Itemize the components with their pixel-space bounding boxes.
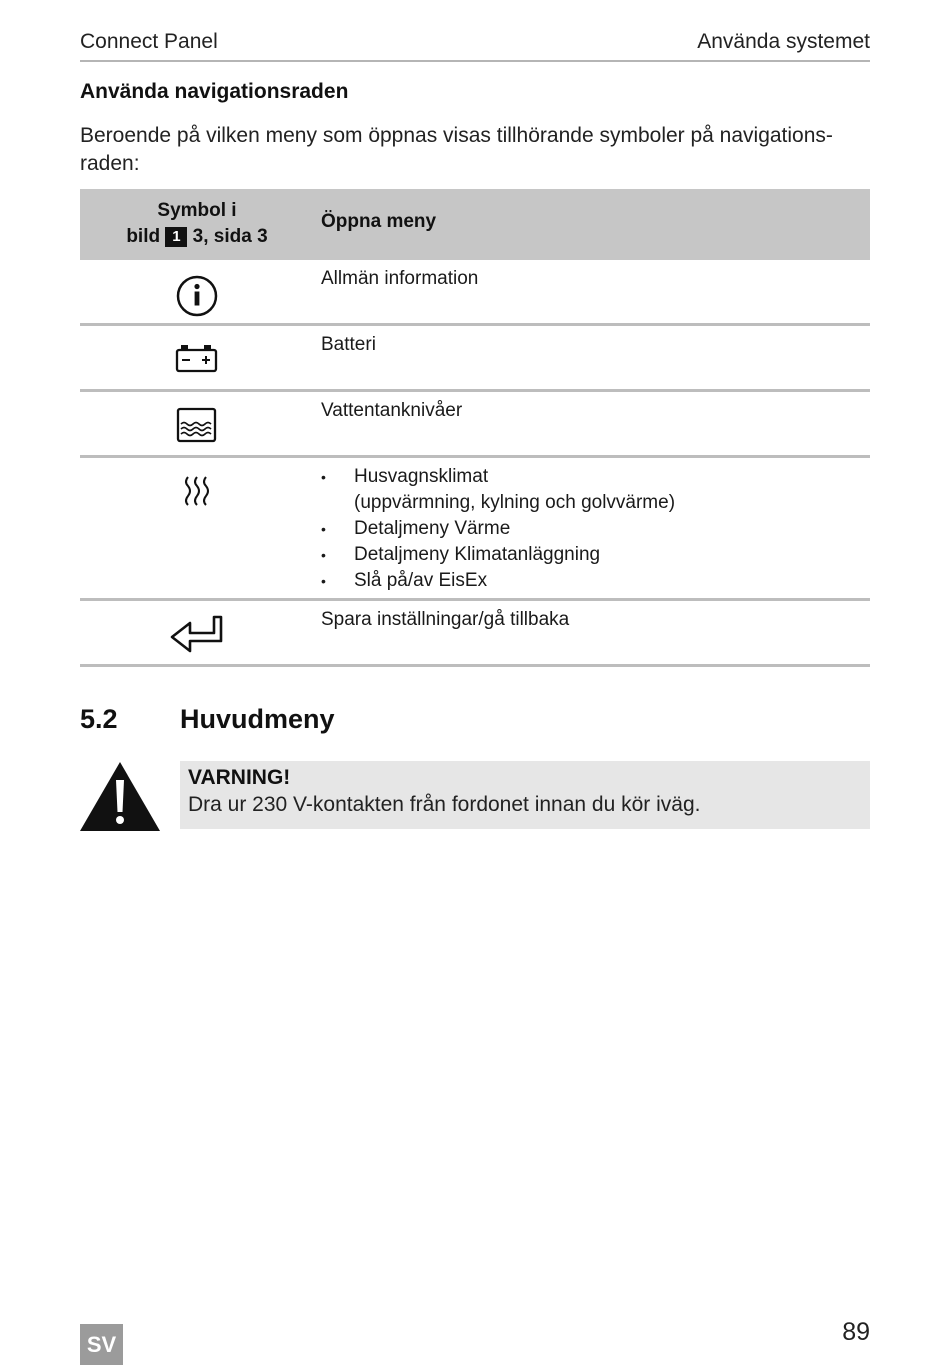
menu-bullet-list-cell: [321, 464, 675, 594]
symbol-cell: [80, 392, 314, 455]
battery-icon: [175, 343, 219, 375]
list-item: [321, 542, 675, 568]
symbol-cell: [80, 601, 314, 664]
page-header: [80, 30, 870, 62]
menu-label: Allmän information: [321, 268, 479, 289]
table-row: [80, 601, 870, 667]
warning-title: VARNING!: [188, 766, 291, 789]
water-tank-icon: [175, 406, 219, 444]
header-chapter-name: Använda systemet: [697, 30, 870, 53]
figure-number-badge: 1: [165, 227, 187, 247]
column-header-symbol: [80, 198, 314, 250]
menu-label: Spara inställningar/gå tillbaka: [321, 609, 570, 630]
table-row: [80, 458, 870, 601]
intro-paragraph: Beroende på vilken meny som öppnas visas tillhörande symboler på navigations-raden:: [80, 124, 833, 175]
page-number: 89: [842, 1318, 870, 1346]
return-icon: [168, 613, 226, 657]
menu-bullet-list: [321, 464, 675, 594]
column-header-bild: bild: [126, 226, 161, 247]
column-header-symbol-line2: [80, 224, 314, 250]
symbol-cell: [80, 260, 314, 323]
language-badge: SV: [80, 1324, 123, 1365]
section-number: 5.2: [80, 704, 118, 734]
header-product-name: Connect Panel: [80, 30, 218, 53]
table-header: [80, 189, 870, 260]
list-item: [321, 568, 675, 594]
bullet-text: Detaljmeny Värme: [354, 518, 511, 539]
column-header-menu: Öppna meny: [321, 211, 437, 232]
navigation-symbols-table: [80, 189, 870, 667]
section-title: Huvudmeny: [180, 704, 335, 734]
menu-label: Vattentanknivåer: [321, 400, 463, 421]
table-row: [80, 326, 870, 392]
menu-label: Batteri: [321, 334, 376, 355]
bullet-text: Detaljmeny Klimatanläggning: [354, 544, 601, 565]
symbol-cell: [80, 326, 314, 389]
bullet-text: Slå på/av EisEx: [354, 570, 488, 591]
info-icon: [175, 274, 219, 318]
list-item: [321, 464, 675, 516]
symbol-cell: [80, 458, 314, 598]
warning-triangle-icon: [79, 760, 161, 832]
warning-text: Dra ur 230 V-kontakten från fordonet innan du kör iväg.: [188, 793, 701, 816]
warning-box: [180, 761, 870, 829]
subheading: Använda navigationsraden: [80, 80, 349, 103]
table-row: [80, 260, 870, 326]
table-row: [80, 392, 870, 458]
bullet-text: Husvagnsklimat: [354, 466, 489, 487]
list-item: [321, 516, 675, 542]
bullet-subtext: (uppvärmning, kylning och golvvärme): [354, 492, 676, 513]
heat-icon: [182, 474, 212, 508]
column-header-symbol-line1: Symbol i: [157, 200, 237, 221]
column-header-page-ref: 3, sida 3: [192, 226, 268, 247]
